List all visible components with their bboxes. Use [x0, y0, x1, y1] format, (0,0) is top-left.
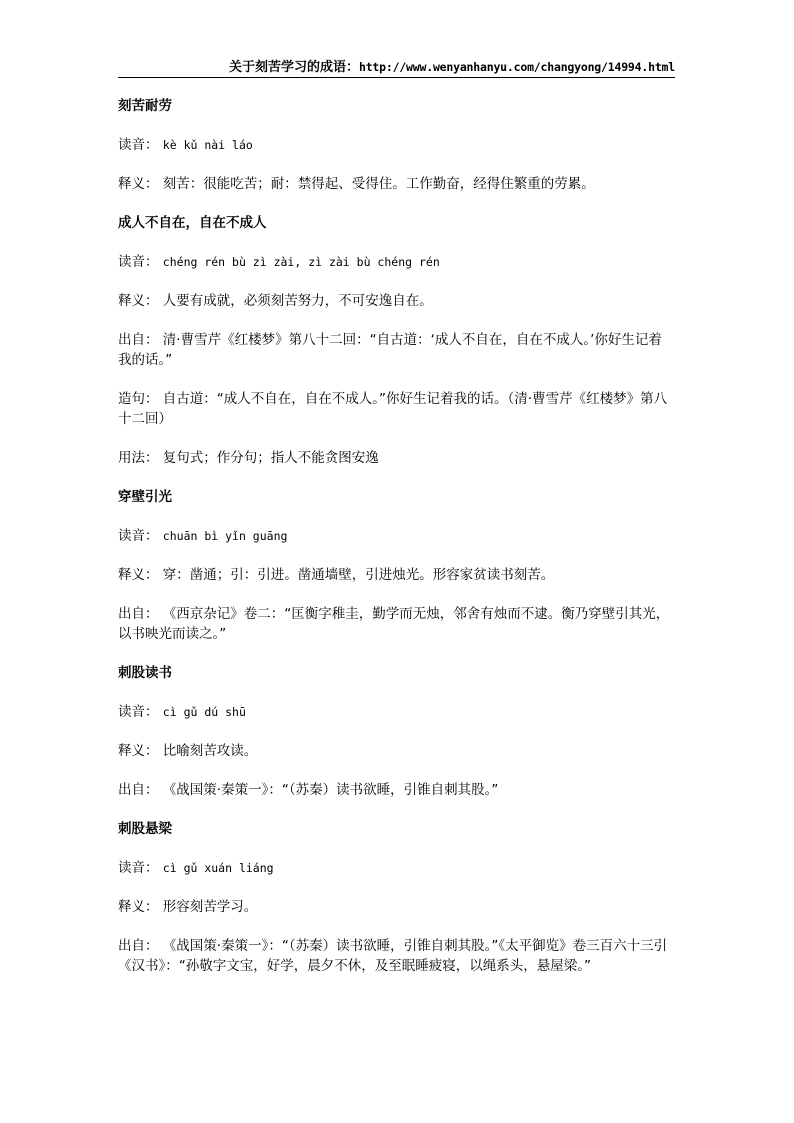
meaning-label: 释义：: [118, 899, 159, 915]
entry-example: [118, 389, 675, 429]
example-label: 造句：: [118, 391, 159, 407]
source-text: 《战国策·秦策一》：“（苏秦）读书欲睡，引锥自刺其股。”《太平御览》卷三百六十三引《汉书》：“孙敬字文宝，好学，晨夕不休，及至眠睡疲寝，以绳系头，悬屋梁。”: [118, 938, 668, 974]
entry-source: [118, 330, 675, 370]
source-text: 《战国策·秦策一》：“（苏秦）读书欲睡，引锥自刺其股。”: [162, 782, 499, 798]
reading-text: cì gǔ xuán liáng: [162, 861, 274, 875]
reading-label: 读音：: [118, 704, 159, 720]
meaning-text: 比喻刻苦攻读。: [162, 743, 258, 759]
document-body: [118, 96, 675, 995]
reading-text: chéng rén bù zì zài, zì zài bù chéng rén: [162, 255, 440, 269]
source-label: 出自：: [118, 332, 159, 348]
entry-title: 刺股悬梁: [118, 821, 172, 837]
entry-reading: [118, 252, 675, 272]
meaning-text: 穿：凿通；引：引进。凿通墙壁，引进烛光。形容家贫读书刻苦。: [162, 567, 555, 583]
entry-source: [118, 936, 675, 976]
entry-meaning: [118, 741, 675, 761]
source-label: 出自：: [118, 606, 159, 622]
meaning-label: 释义：: [118, 176, 159, 192]
entry-source: [118, 604, 675, 644]
entry-reading: [118, 135, 675, 155]
reading-text: kè kǔ nài láo: [162, 138, 253, 152]
entry-meaning: [118, 291, 675, 311]
reading-label: 读音：: [118, 254, 159, 270]
reading-text: chuān bì yǐn guāng: [162, 529, 288, 543]
usage-label: 用法：: [118, 450, 159, 466]
page-header: [118, 57, 675, 78]
example-text: 自古道：“成人不自在，自在不成人。”你好生记着我的话。（清·曹雪芹《红楼梦》第八十二回）: [118, 391, 668, 427]
entry-reading: [118, 526, 675, 546]
entry-source: [118, 780, 675, 800]
reading-label: 读音：: [118, 528, 159, 544]
meaning-text: 人要有成就，必须刻苦努力，不可安逸自在。: [162, 293, 433, 309]
idiom-entry: [118, 663, 675, 800]
source-text: 《西京杂记》卷二：“匡衡字稚圭，勤学而无烛，邻舍有烛而不逮。衡乃穿壁引其光，以书映光而读之。”: [118, 606, 670, 642]
entry-title: 成人不自在，自在不成人: [118, 215, 267, 231]
idiom-entry: [118, 487, 675, 644]
reading-text: cì gǔ dú shū: [162, 705, 246, 719]
entry-title: 刺股读书: [118, 665, 172, 681]
source-label: 出自：: [118, 938, 159, 954]
header-url[interactable]: http://www.wenyanhanyu.com/changyong/14994.html: [358, 60, 675, 74]
reading-label: 读音：: [118, 137, 159, 153]
meaning-label: 释义：: [118, 567, 159, 583]
meaning-label: 释义：: [118, 743, 159, 759]
meaning-text: 刻苦：很能吃苦；耐：禁得起、受得住。工作勤奋，经得住繁重的劳累。: [162, 176, 595, 192]
entry-title: 刻苦耐劳: [118, 98, 172, 114]
meaning-text: 形容刻苦学习。: [162, 899, 258, 915]
entry-meaning: [118, 565, 675, 585]
entry-meaning: [118, 174, 675, 194]
reading-label: 读音：: [118, 860, 159, 876]
entry-title: 穿壁引光: [118, 489, 172, 505]
source-text: 清·曹雪芹《红楼梦》第八十二回：“自古道：‘成人不自在，自在不成人。’你好生记着我的话。”: [118, 332, 662, 368]
usage-text: 复句式；作分句；指人不能贪图安逸: [162, 450, 379, 466]
meaning-label: 释义：: [118, 293, 159, 309]
entry-reading: [118, 702, 675, 722]
idiom-entry: [118, 213, 675, 468]
idiom-entry: [118, 96, 675, 194]
header-title: 关于刻苦学习的成语：: [228, 60, 359, 75]
source-label: 出自：: [118, 782, 159, 798]
entry-usage: [118, 448, 675, 468]
entry-reading: [118, 858, 675, 878]
entry-meaning: [118, 897, 675, 917]
idiom-entry: [118, 819, 675, 976]
